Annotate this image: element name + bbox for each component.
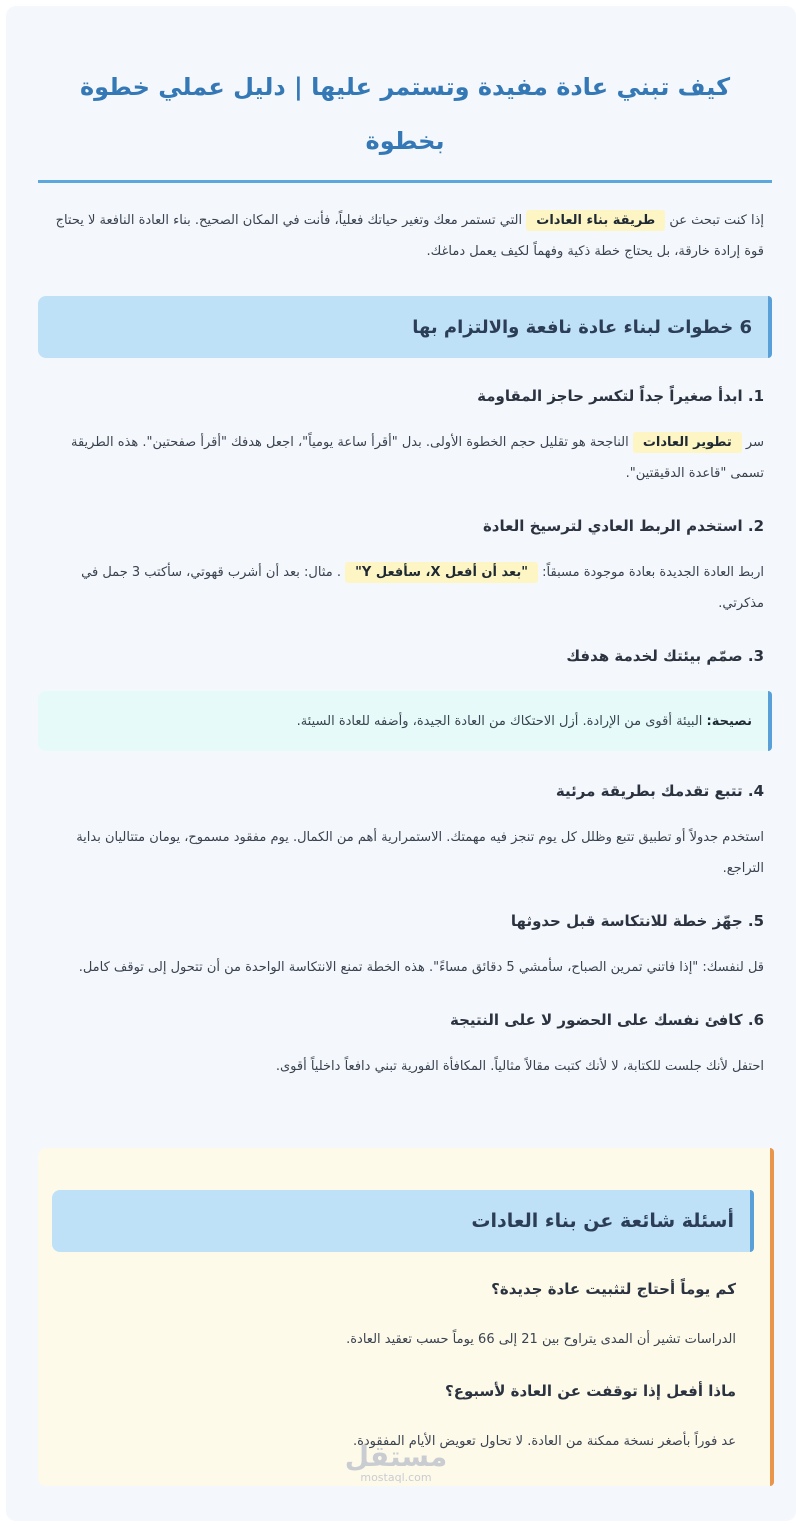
step-2-text-after: . مثال: بعد أن أشرب قهوتي، سأكتب 3 جمل في مذكرتي. (81, 565, 764, 611)
faq-question-1: كم يوماً أحتاج لتثبيت عادة جديدة؟ (491, 1280, 736, 1298)
article-card (6, 6, 796, 1521)
step-4-title: 4. تتبع تقدمك بطريقة مرئية (555, 782, 764, 800)
step-2-highlight: "بعد أن أفعل X، سأفعل Y" (345, 562, 538, 583)
page-title: كيف تبني عادة مفيدة وتستمر عليها | دليل عملي خطوة بخطوة (79, 73, 731, 155)
faq-answer-1: الدراسات تشير أن المدى يتراوح بين 21 إلى 66 يوماً حسب تعقيد العادة. (346, 1332, 736, 1347)
step-2-text (38, 557, 772, 619)
step-3-title: 3. صمّم بيئتك لخدمة هدفك (566, 647, 764, 665)
tip-label: نصيحة: (706, 713, 752, 729)
step-6-text: احتفل لأنك جلست للكتابة، لا لأنك كتبت مقالاً مثالياً. المكافأة الفورية تبني دافعاً داخلياً أقوى. (275, 1059, 764, 1074)
tip-text: البيئة أقوى من الإرادة. أزل الاحتكاك من العادة الجيدة، وأضفه للعادة السيئة. (296, 713, 703, 729)
faq-section (38, 1148, 774, 1486)
tip-content (297, 714, 752, 729)
step-6-title: 6. كافئ نفسك على الحضور لا على النتيجة (450, 1011, 764, 1029)
step-1-text-after: الناجحة هو تقليل حجم الخطوة الأولى. بدل "أقرأ ساعة يومياً"، اجعل هدفك "أقرأ صفحتين". هذه الطريقة تسمى "قاعدة الدقيقتين". (71, 435, 764, 481)
step-5-text: قل لنفسك: "إذا فاتني تمرين الصباح، سأمشي 5 دقائق مساءً". هذه الخطة تمنع الانتكاسة الواحدة من أن تتحول إلى توقف كامل. (78, 960, 764, 975)
step-4-text: استخدم جدولاً أو تطبيق تتبع وظلل كل يوم تنجز فيه مهمتك. الاستمرارية أهم من الكمال. يوم مفقود مسموح، يومان متتاليان بداية التراجع. (76, 830, 764, 876)
intro-text-after: التي تستمر معك وتغير حياتك فعلياً، فأنت في المكان الصحيح. بناء العادة النافعة لا يحتاج قوة إرادة خارقة، بل يحتاج خطة ذكية وفهماً لكيف يعمل دماغك. (55, 213, 764, 259)
article-body (38, 6, 772, 1082)
intro-text-before: إذا كنت تبحث عن (669, 213, 764, 228)
step-1-text-before: سر (745, 435, 764, 450)
step-1-text (38, 427, 772, 489)
intro-paragraph (38, 205, 772, 267)
step-1-highlight: تطوير العادات (633, 432, 742, 453)
step-5-title: 5. جهّز خطة للانتكاسة قبل حدوثها (510, 912, 764, 930)
step-2-title: 2. استخدم الربط العادي لترسيخ العادة (482, 517, 764, 535)
watermark-latin: mostaql.com (360, 1471, 432, 1484)
faq-question-2: ماذا أفعل إذا توقفت عن العادة لأسبوع؟ (445, 1382, 736, 1400)
step-2-text-before: اربط العادة الجديدة بعادة موجودة مسبقاً: (542, 565, 764, 580)
intro-highlight: طريقة بناء العادات (526, 210, 665, 231)
watermark-arabic: مستقل (344, 1440, 448, 1473)
faq-heading: أسئلة شائعة عن بناء العادات (52, 1190, 754, 1252)
section-heading: 6 خطوات لبناء عادة نافعة والالتزام بها (38, 296, 772, 358)
tip-box (38, 691, 772, 751)
step-1-title: 1. ابدأ صغيراً جداً لتكسر حاجز المقاومة (477, 387, 764, 405)
faq-answer-2: عد فوراً بأصغر نسخة ممكنة من العادة. لا تحاول تعويض الأيام المفقودة. (352, 1434, 736, 1449)
title-divider (38, 180, 772, 183)
